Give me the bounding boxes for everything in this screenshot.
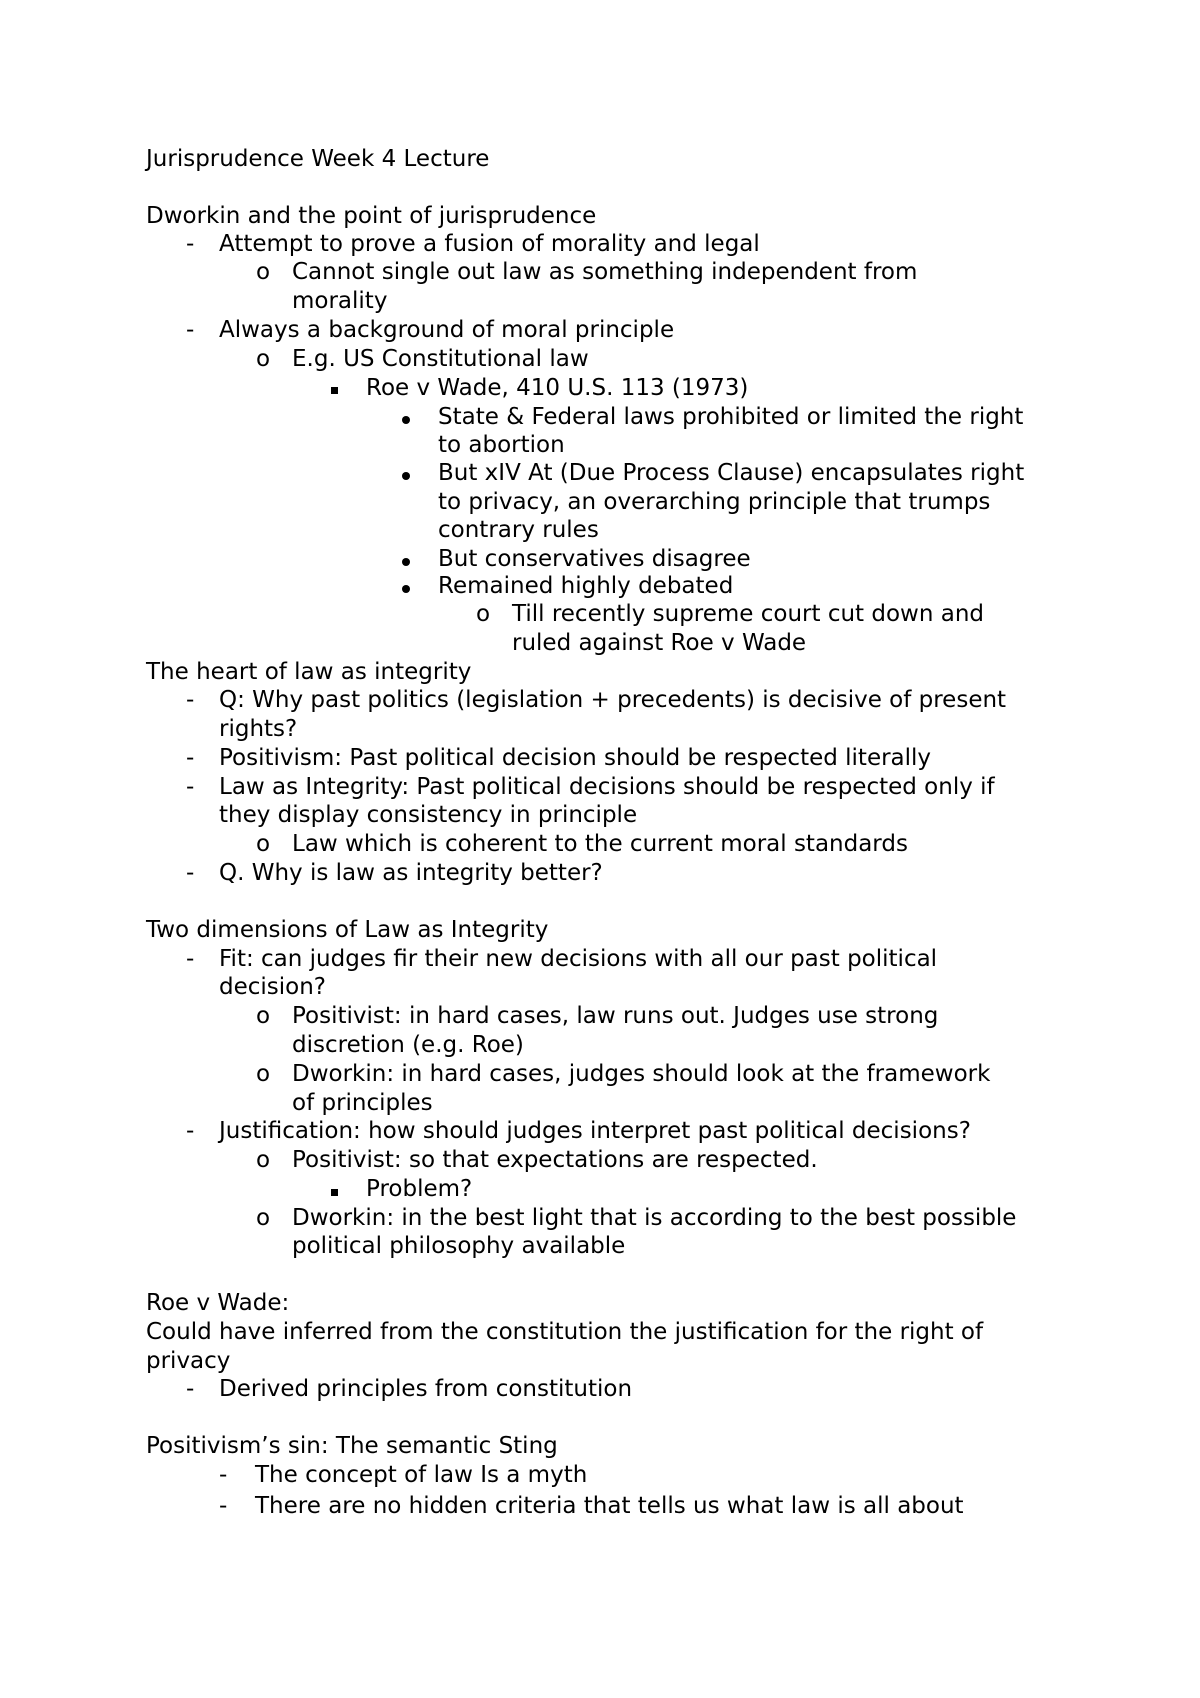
circle-bullet: o <box>256 259 271 285</box>
list-item: The concept of law Is a myth <box>255 1462 588 1488</box>
list-item: Cannot single out law as something independent from <box>292 259 918 285</box>
dash-bullet: - <box>186 745 195 771</box>
list-item: Dworkin: in the best light that is according to the best possible <box>292 1205 1017 1231</box>
list-item: But conservatives disagree <box>438 546 751 572</box>
circle-bullet: o <box>256 831 271 857</box>
dash-bullet: - <box>186 774 195 800</box>
list-item: Till recently supreme court cut down and <box>512 601 985 627</box>
section-heading: The heart of law as integrity <box>146 659 472 685</box>
list-item: Law which is coherent to the current moral standards <box>292 831 908 857</box>
round-bullet <box>402 472 410 480</box>
circle-bullet: o <box>256 1205 271 1231</box>
section-heading: Two dimensions of Law as Integrity <box>146 917 549 943</box>
dash-bullet: - <box>186 1118 195 1144</box>
list-item: Q. Why is law as integrity better? <box>219 860 603 886</box>
section-heading: Roe v Wade: <box>146 1290 290 1316</box>
dash-bullet: - <box>186 317 195 343</box>
document-title: Jurisprudence Week 4 Lecture <box>146 146 490 172</box>
list-item: Q: Why past politics (legislation + precedents) is decisive of present <box>219 687 1007 713</box>
circle-bullet: o <box>256 346 271 372</box>
circle-bullet: o <box>476 601 491 627</box>
list-item: Attempt to prove a fusion of morality and legal <box>219 231 760 257</box>
list-item: rights? <box>219 716 298 742</box>
list-item: discretion (e.g. Roe) <box>292 1032 524 1058</box>
round-bullet <box>402 558 410 566</box>
list-item: Remained highly debated <box>438 573 734 599</box>
paragraph-line: privacy <box>146 1348 231 1374</box>
dash-bullet: - <box>186 231 195 257</box>
list-item: to abortion <box>438 432 565 458</box>
circle-bullet: o <box>256 1061 271 1087</box>
dash-bullet: - <box>219 1462 228 1488</box>
circle-bullet: o <box>256 1003 271 1029</box>
list-item: Roe v Wade, 410 U.S. 113 (1973) <box>366 375 749 401</box>
list-item: Dworkin: in hard cases, judges should look at the framework <box>292 1061 991 1087</box>
circle-bullet: o <box>256 1147 271 1173</box>
list-item: to privacy, an overarching principle that trumps <box>438 489 991 515</box>
list-item: Positivist: in hard cases, law runs out. Judges use strong <box>292 1003 939 1029</box>
list-item: morality <box>292 288 388 314</box>
list-item: Always a background of moral principle <box>219 317 675 343</box>
dash-bullet: - <box>219 1493 228 1519</box>
section-heading: Dworkin and the point of jurisprudence <box>146 203 597 229</box>
list-item: they display consistency in principle <box>219 802 638 828</box>
square-bullet <box>331 387 338 394</box>
list-item: There are no hidden criteria that tells us what law is all about <box>255 1493 964 1519</box>
paragraph-line: Could have inferred from the constitution the justification for the right of <box>146 1319 984 1345</box>
list-item: decision? <box>219 974 327 1000</box>
dash-bullet: - <box>186 946 195 972</box>
round-bullet <box>402 585 410 593</box>
list-item: Fit: can judges fir their new decisions with all our past political <box>219 946 938 972</box>
list-item: Positivist: so that expectations are respected. <box>292 1147 818 1173</box>
list-item: political philosophy available <box>292 1233 626 1259</box>
dash-bullet: - <box>186 687 195 713</box>
dash-bullet: - <box>186 1376 195 1402</box>
list-item: But xIV At (Due Process Clause) encapsulates right <box>438 460 1025 486</box>
list-item: ruled against Roe v Wade <box>512 630 807 656</box>
section-heading: Positivism’s sin: The semantic Sting <box>146 1433 558 1459</box>
dash-bullet: - <box>186 860 195 886</box>
list-item: Problem? <box>366 1176 473 1202</box>
list-item: State & Federal laws prohibited or limited the right <box>438 404 1024 430</box>
list-item: Positivism: Past political decision should be respected literally <box>219 745 932 771</box>
list-item: E.g. US Constitutional law <box>292 346 589 372</box>
list-item: Derived principles from constitution <box>219 1376 633 1402</box>
list-item: Law as Integrity: Past political decisions should be respected only if <box>219 774 995 800</box>
round-bullet <box>402 416 410 424</box>
square-bullet <box>331 1189 338 1196</box>
list-item: Justification: how should judges interpret past political decisions? <box>219 1118 971 1144</box>
list-item: contrary rules <box>438 517 599 543</box>
list-item: of principles <box>292 1090 433 1116</box>
